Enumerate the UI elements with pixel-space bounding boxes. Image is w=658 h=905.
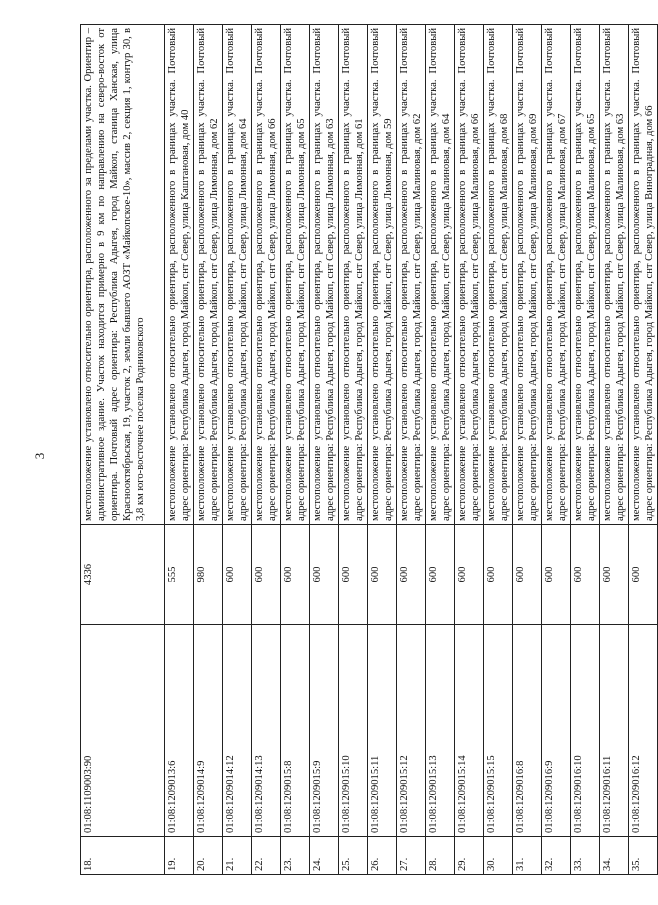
row-number-cell: 23. <box>281 837 310 875</box>
cadastral-number-cell: 01:08:1209016:9 <box>542 625 571 837</box>
table-body <box>81 25 658 875</box>
page-number: 3 <box>32 452 47 460</box>
table-row <box>513 25 542 875</box>
table-row <box>542 25 571 875</box>
cadastral-number-cell: 01:08:1209013:6 <box>165 625 194 837</box>
location-description-cell: местоположение установлено относительно ориентира, расположенного в границах участка. Почтовый адрес ориентира: Республика Адыгея, город Майкоп, снт Север, улица Малиновая, дом 65 <box>571 25 600 525</box>
area-cell: 980 <box>194 525 223 625</box>
location-description-cell: местоположение установлено относительно ориентира, расположенного в границах участка. Почтовый адрес ориентира: Республика Адыгея, город Майкоп, снт Север, улица Малиновая, дом 64 <box>426 25 455 525</box>
table-row <box>310 25 339 875</box>
row-number-cell: 18. <box>81 837 165 875</box>
location-description-cell: местоположение установлено относительно ориентира, расположенного в границах участка. Почтовый адрес ориентира: Республика Адыгея, город Майкоп, снт Север, улица Каштановая, дом 40 <box>165 25 194 525</box>
table-row <box>397 25 426 875</box>
row-number-cell: 33. <box>571 837 600 875</box>
area-cell: 600 <box>455 525 484 625</box>
cadastral-number-cell: 01:08:1209015:12 <box>397 625 426 837</box>
area-cell: 555 <box>165 525 194 625</box>
table-row <box>223 25 252 875</box>
location-description-cell: местоположение установлено относительно ориентира, расположенного в границах участка. Почтовый адрес ориентира: Республика Адыгея, город Майкоп, снт Север, улица Лимонная, дом 65 <box>281 25 310 525</box>
land-plots-table <box>80 24 658 875</box>
cadastral-number-cell: 01:08:1209014:9 <box>194 625 223 837</box>
area-cell: 600 <box>484 525 513 625</box>
area-cell: 4336 <box>81 525 165 625</box>
table-row <box>455 25 484 875</box>
row-number-cell: 22. <box>252 837 281 875</box>
row-number-cell: 29. <box>455 837 484 875</box>
row-number-cell: 25. <box>339 837 368 875</box>
location-description-cell: местоположение установлено относительно ориентира, расположенного в границах участка. Почтовый адрес ориентира: Республика Адыгея, город Майкоп, снт Север, улица Малиновая, дом 67 <box>542 25 571 525</box>
cadastral-number-cell: 01:08:1209016:8 <box>513 625 542 837</box>
row-number-cell: 20. <box>194 837 223 875</box>
area-cell: 600 <box>542 525 571 625</box>
row-number-cell: 19. <box>165 837 194 875</box>
table-row <box>81 25 165 875</box>
row-number-cell: 26. <box>368 837 397 875</box>
cadastral-number-cell: 01:08:1209015:10 <box>339 625 368 837</box>
area-cell: 600 <box>600 525 629 625</box>
table-row <box>484 25 513 875</box>
table-row <box>252 25 281 875</box>
cadastral-number-cell: 01:08:1109003:90 <box>81 625 165 837</box>
table-row <box>339 25 368 875</box>
location-description-cell: местоположение установлено относительно ориентира, расположенного в границах участка. Почтовый адрес ориентира: Республика Адыгея, город Майкоп, снт Север, улица Малиновая, дом 62 <box>397 25 426 525</box>
cadastral-number-cell: 01:08:1209015:13 <box>426 625 455 837</box>
area-cell: 600 <box>397 525 426 625</box>
cadastral-number-cell: 01:08:1209014:13 <box>252 625 281 837</box>
location-description-cell: местоположение установлено относительно ориентира, расположенного в границах участка. Почтовый адрес ориентира: Республика Адыгея, город Майкоп, снт Север, улица Виноградная, дом 66 <box>629 25 658 525</box>
area-cell: 600 <box>571 525 600 625</box>
location-description-cell: местоположение установлено относительно ориентира, расположенного в границах участка. Почтовый адрес ориентира: Республика Адыгея, город Майкоп, снт Север, улица Лимонная, дом 66 <box>252 25 281 525</box>
table-row <box>600 25 629 875</box>
table-row <box>194 25 223 875</box>
cadastral-number-cell: 01:08:1209016:12 <box>629 625 658 837</box>
row-number-cell: 31. <box>513 837 542 875</box>
area-cell: 600 <box>310 525 339 625</box>
cadastral-number-cell: 01:08:1209015:8 <box>281 625 310 837</box>
cadastral-number-cell: 01:08:1209014:12 <box>223 625 252 837</box>
location-description-cell: местоположение установлено относительно ориентира, расположенного за пределами участка. Ориентир – административное здание. Участок находится примерно в 9 км по направлению на северо-восток от ориентира. Почтовый адрес ориентира: Республика Адыгея, город Майкоп, станица Ханская, улица Краснооктябрьская, 19, участок 2, земли бывшего АОЗТ «Майкопское-10», массив 2, секция 1, контур 30, в 3,8 км юго-восточнее поселка Родниковского <box>81 25 165 525</box>
location-description-cell: местоположение установлено относительно ориентира, расположенного в границах участка. Почтовый адрес ориентира: Республика Адыгея, город Майкоп, снт Север, улица Лимонная, дом 64 <box>223 25 252 525</box>
area-cell: 600 <box>281 525 310 625</box>
row-number-cell: 27. <box>397 837 426 875</box>
location-description-cell: местоположение установлено относительно ориентира, расположенного в границах участка. Почтовый адрес ориентира: Республика Адыгея, город Майкоп, снт Север, улица Лимонная, дом 59 <box>368 25 397 525</box>
row-number-cell: 34. <box>600 837 629 875</box>
area-cell: 600 <box>629 525 658 625</box>
row-number-cell: 24. <box>310 837 339 875</box>
row-number-cell: 21. <box>223 837 252 875</box>
cadastral-number-cell: 01:08:1209016:11 <box>600 625 629 837</box>
table-row <box>165 25 194 875</box>
table-row <box>571 25 600 875</box>
location-description-cell: местоположение установлено относительно ориентира, расположенного в границах участка. Почтовый адрес ориентира: Республика Адыгея, город Майкоп, снт Север, улица Малиновая, дом 69 <box>513 25 542 525</box>
row-number-cell: 30. <box>484 837 513 875</box>
cadastral-number-cell: 01:08:1209015:11 <box>368 625 397 837</box>
row-number-cell: 28. <box>426 837 455 875</box>
table-row <box>629 25 658 875</box>
cadastral-number-cell: 01:08:1209015:9 <box>310 625 339 837</box>
location-description-cell: местоположение установлено относительно ориентира, расположенного в границах участка. Почтовый адрес ориентира: Республика Адыгея, город Майкоп, снт Север, улица Лимонная, дом 63 <box>310 25 339 525</box>
area-cell: 600 <box>223 525 252 625</box>
area-cell: 600 <box>339 525 368 625</box>
location-description-cell: местоположение установлено относительно ориентира, расположенного в границах участка. Почтовый адрес ориентира: Республика Адыгея, город Майкоп, снт Север, улица Лимонная, дом 61 <box>339 25 368 525</box>
table-row <box>281 25 310 875</box>
cadastral-number-cell: 01:08:1209015:14 <box>455 625 484 837</box>
table-row <box>426 25 455 875</box>
location-description-cell: местоположение установлено относительно ориентира, расположенного в границах участка. Почтовый адрес ориентира: Республика Адыгея, город Майкоп, снт Север, улица Лимонная, дом 62 <box>194 25 223 525</box>
rotated-table-wrapper <box>80 25 655 875</box>
cadastral-number-cell: 01:08:1209015:15 <box>484 625 513 837</box>
location-description-cell: местоположение установлено относительно ориентира, расположенного в границах участка. Почтовый адрес ориентира: Республика Адыгея, город Майкоп, снт Север, улица Малиновая, дом 63 <box>600 25 629 525</box>
cadastral-number-cell: 01:08:1209016:10 <box>571 625 600 837</box>
area-cell: 600 <box>252 525 281 625</box>
location-description-cell: местоположение установлено относительно ориентира, расположенного в границах участка. Почтовый адрес ориентира: Республика Адыгея, город Майкоп, снт Север, улица Малиновая, дом 66 <box>455 25 484 525</box>
row-number-cell: 32. <box>542 837 571 875</box>
area-cell: 600 <box>426 525 455 625</box>
area-cell: 600 <box>513 525 542 625</box>
table-row <box>368 25 397 875</box>
row-number-cell: 35. <box>629 837 658 875</box>
area-cell: 600 <box>368 525 397 625</box>
location-description-cell: местоположение установлено относительно ориентира, расположенного в границах участка. Почтовый адрес ориентира: Республика Адыгея, город Майкоп, снт Север, улица Малиновая, дом 68 <box>484 25 513 525</box>
